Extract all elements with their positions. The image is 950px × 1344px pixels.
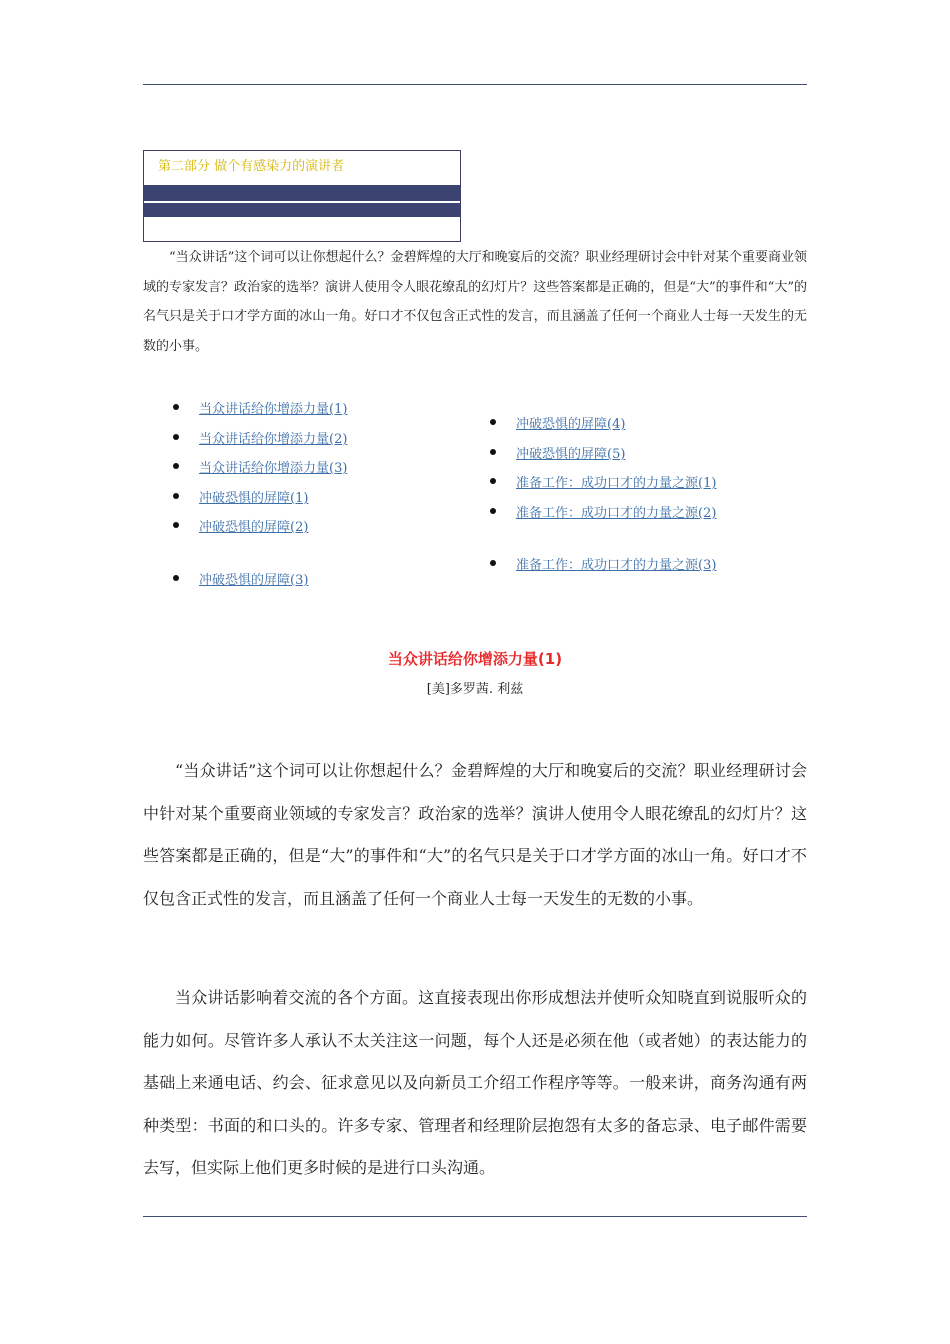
bullet-icon (490, 419, 496, 425)
toc-link[interactable]: 准备工作：成功口才的力量之源(2) (516, 506, 717, 521)
toc-link[interactable]: 冲破恐惧的屏障(4) (516, 417, 626, 432)
toc-link[interactable]: 冲破恐惧的屏障(1) (199, 491, 309, 506)
bullet-icon (490, 508, 496, 514)
bullet-icon (490, 560, 496, 566)
toc-link[interactable]: 当众讲话给你增添力量(3) (199, 461, 348, 476)
toc-link[interactable]: 当众讲话给你增添力量(1) (199, 402, 348, 417)
bullet-icon (173, 493, 179, 499)
footer-rule (143, 1216, 807, 1217)
article-author: [美]多罗茜. 利兹 (426, 682, 524, 697)
intro-paragraph: “当众讲话”这个词可以让你想起什么？金碧辉煌的大厅和晚宴后的交流？职业经理研讨会中针对某个重要商业领域的专家发言？政治家的选举？演讲人使用令人眼花缭乱的幻灯片？这些答案都是正确的，但是“大”的事件和“大”的名气只是关于口才学方面的冰山一角。好口才不仅包含正式性的发言，而且涵盖了任何一个商业人士每一天发生的无数的小事。 (143, 250, 807, 354)
bullet-icon (173, 404, 179, 410)
header-band-upper (144, 185, 460, 201)
toc-link[interactable]: 当众讲话给你增添力量(2) (199, 432, 348, 447)
bullet-icon (173, 522, 179, 528)
bullet-icon (173, 575, 179, 581)
article-title: 当众讲话给你增添力量(1) (387, 650, 563, 668)
article-paragraph: 当众讲话影响着交流的各个方面。这直接表现出你形成想法并使听众知晓直到说服听众的能力如何。尽管许多人承认不太关注这一问题，每个人还是必须在他（或者她）的表达能力的基础上来通电话、约会、征求意见以及向新员工介绍工作程序等等。一般来讲，商务沟通有两种类型：书面的和口头的。许多专家、管理者和经理阶层抱怨有太多的备忘录、电子邮件需要去写，但实际上他们更多时候的是进行口头沟通。 (143, 988, 807, 1177)
section-header-title: 第二部分 做个有感染力的演讲者 (158, 159, 345, 174)
toc-link[interactable]: 冲破恐惧的屏障(2) (199, 520, 309, 535)
header-band-lower (144, 203, 460, 217)
toc-link[interactable]: 准备工作：成功口才的力量之源(1) (516, 476, 717, 491)
bullet-icon (173, 434, 179, 440)
section-header-box (143, 150, 461, 242)
header-rule (143, 84, 807, 85)
bullet-icon (490, 449, 496, 455)
toc-link[interactable]: 冲破恐惧的屏障(5) (516, 447, 626, 462)
toc-left-column (173, 398, 453, 588)
toc-link[interactable]: 冲破恐惧的屏障(3) (199, 573, 309, 588)
toc-right-column (490, 413, 790, 573)
article-paragraph: “当众讲话”这个词可以让你想起什么？金碧辉煌的大厅和晚宴后的交流？职业经理研讨会中针对某个重要商业领域的专家发言？政治家的选举？演讲人使用令人眼花缭乱的幻灯片？这些答案都是正确的，但是“大”的事件和“大”的名气只是关于口才学方面的冰山一角。好口才不仅包含正式性的发言，而且涵盖了任何一个商业人士每一天发生的无数的小事。 (143, 761, 807, 908)
toc-link[interactable]: 准备工作：成功口才的力量之源(3) (516, 558, 717, 573)
bullet-icon (173, 463, 179, 469)
bullet-icon (490, 478, 496, 484)
